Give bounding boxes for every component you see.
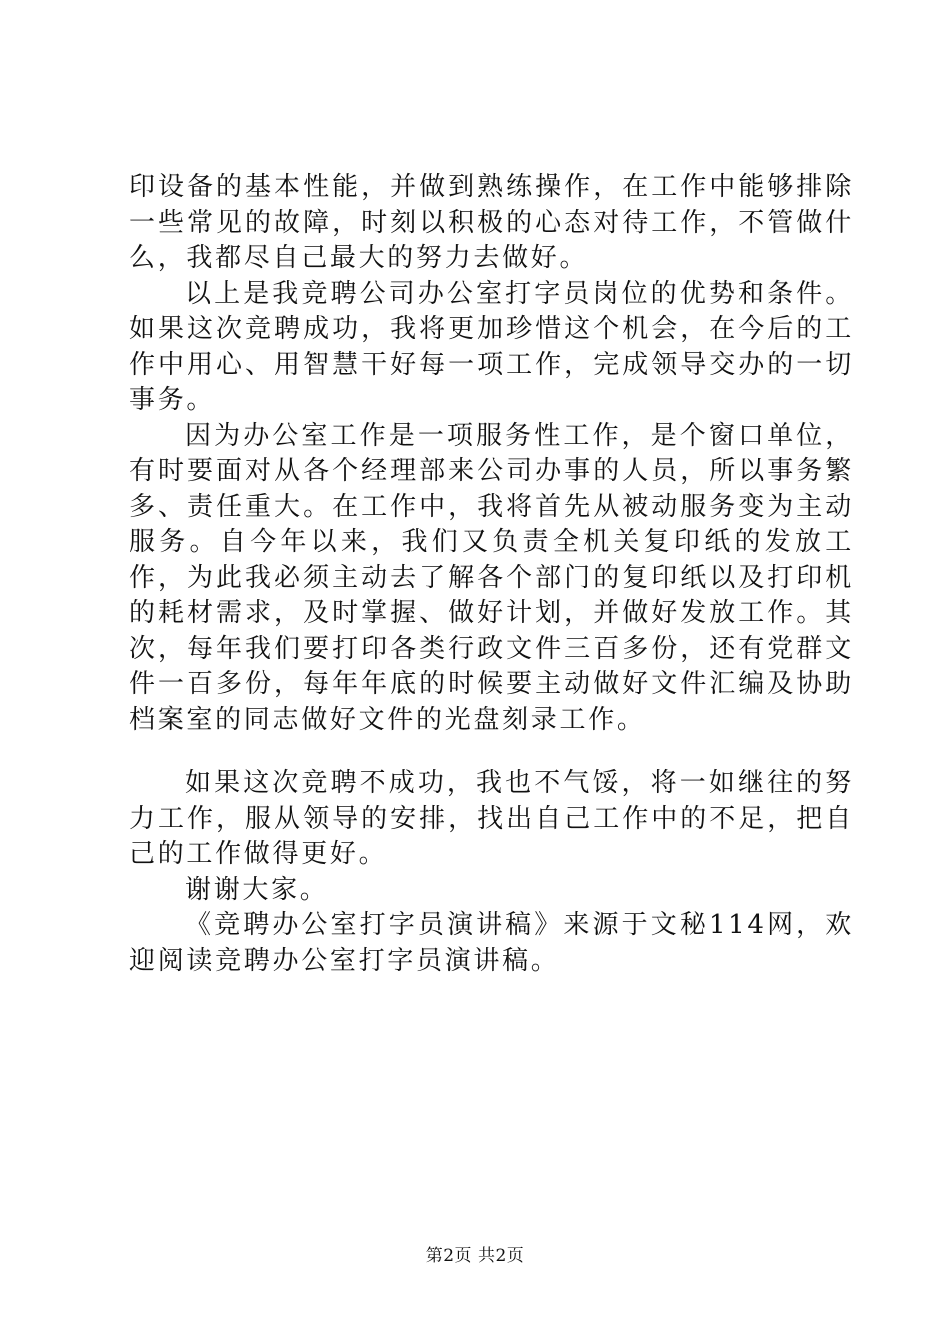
- paragraph-if-unsuccessful: 如果这次竞聘不成功，我也不气馁，将一如继往的努力工作，服从领导的安排，找出自己工作中的不足，把自己的工作做得更好。: [129, 768, 854, 869]
- document-body: [129, 170, 854, 979]
- paragraph-advantages: 以上是我竞聘公司办公室打字员岗位的优势和条件。如果这次竞聘成功，我将更加珍惜这个机会，在今后的工作中用心、用智慧干好每一项工作，完成领导交办的一切事务。: [129, 278, 854, 415]
- paragraph-work-plan: 因为办公室工作是一项服务性工作，是个窗口单位，有时要面对从各个经理部来公司办事的人员，所以事务繁多、责任重大。在工作中，我将首先从被动服务变为主动服务。自今年以来，我们又负责全机关复印纸的发放工作，为此我必须主动去了解各个部门的复印纸以及打印机的耗材需求，及时掌握、做好计划，并做好发放工作。其次，每年我们要打印各类行政文件三百多份，还有党群文件一百多份，每年年底的时候要主动做好文件汇编及协助档案室的同志做好文件的光盘刻录工作。: [129, 420, 854, 735]
- page-number-footer: 第2页 共2页: [425, 1246, 525, 1266]
- paragraph-thanks: 谢谢大家。: [185, 874, 329, 905]
- paragraph-continuation: 印设备的基本性能，并做到熟练操作，在工作中能够排除一些常见的故障，时刻以积极的心态对待工作，不管做什么，我都尽自己最大的努力去做好。: [129, 172, 854, 273]
- paragraph-source-note: 《竞聘办公室打字员演讲稿》来源于文秘114网，欢迎阅读竞聘办公室打字员演讲稿。: [129, 910, 854, 976]
